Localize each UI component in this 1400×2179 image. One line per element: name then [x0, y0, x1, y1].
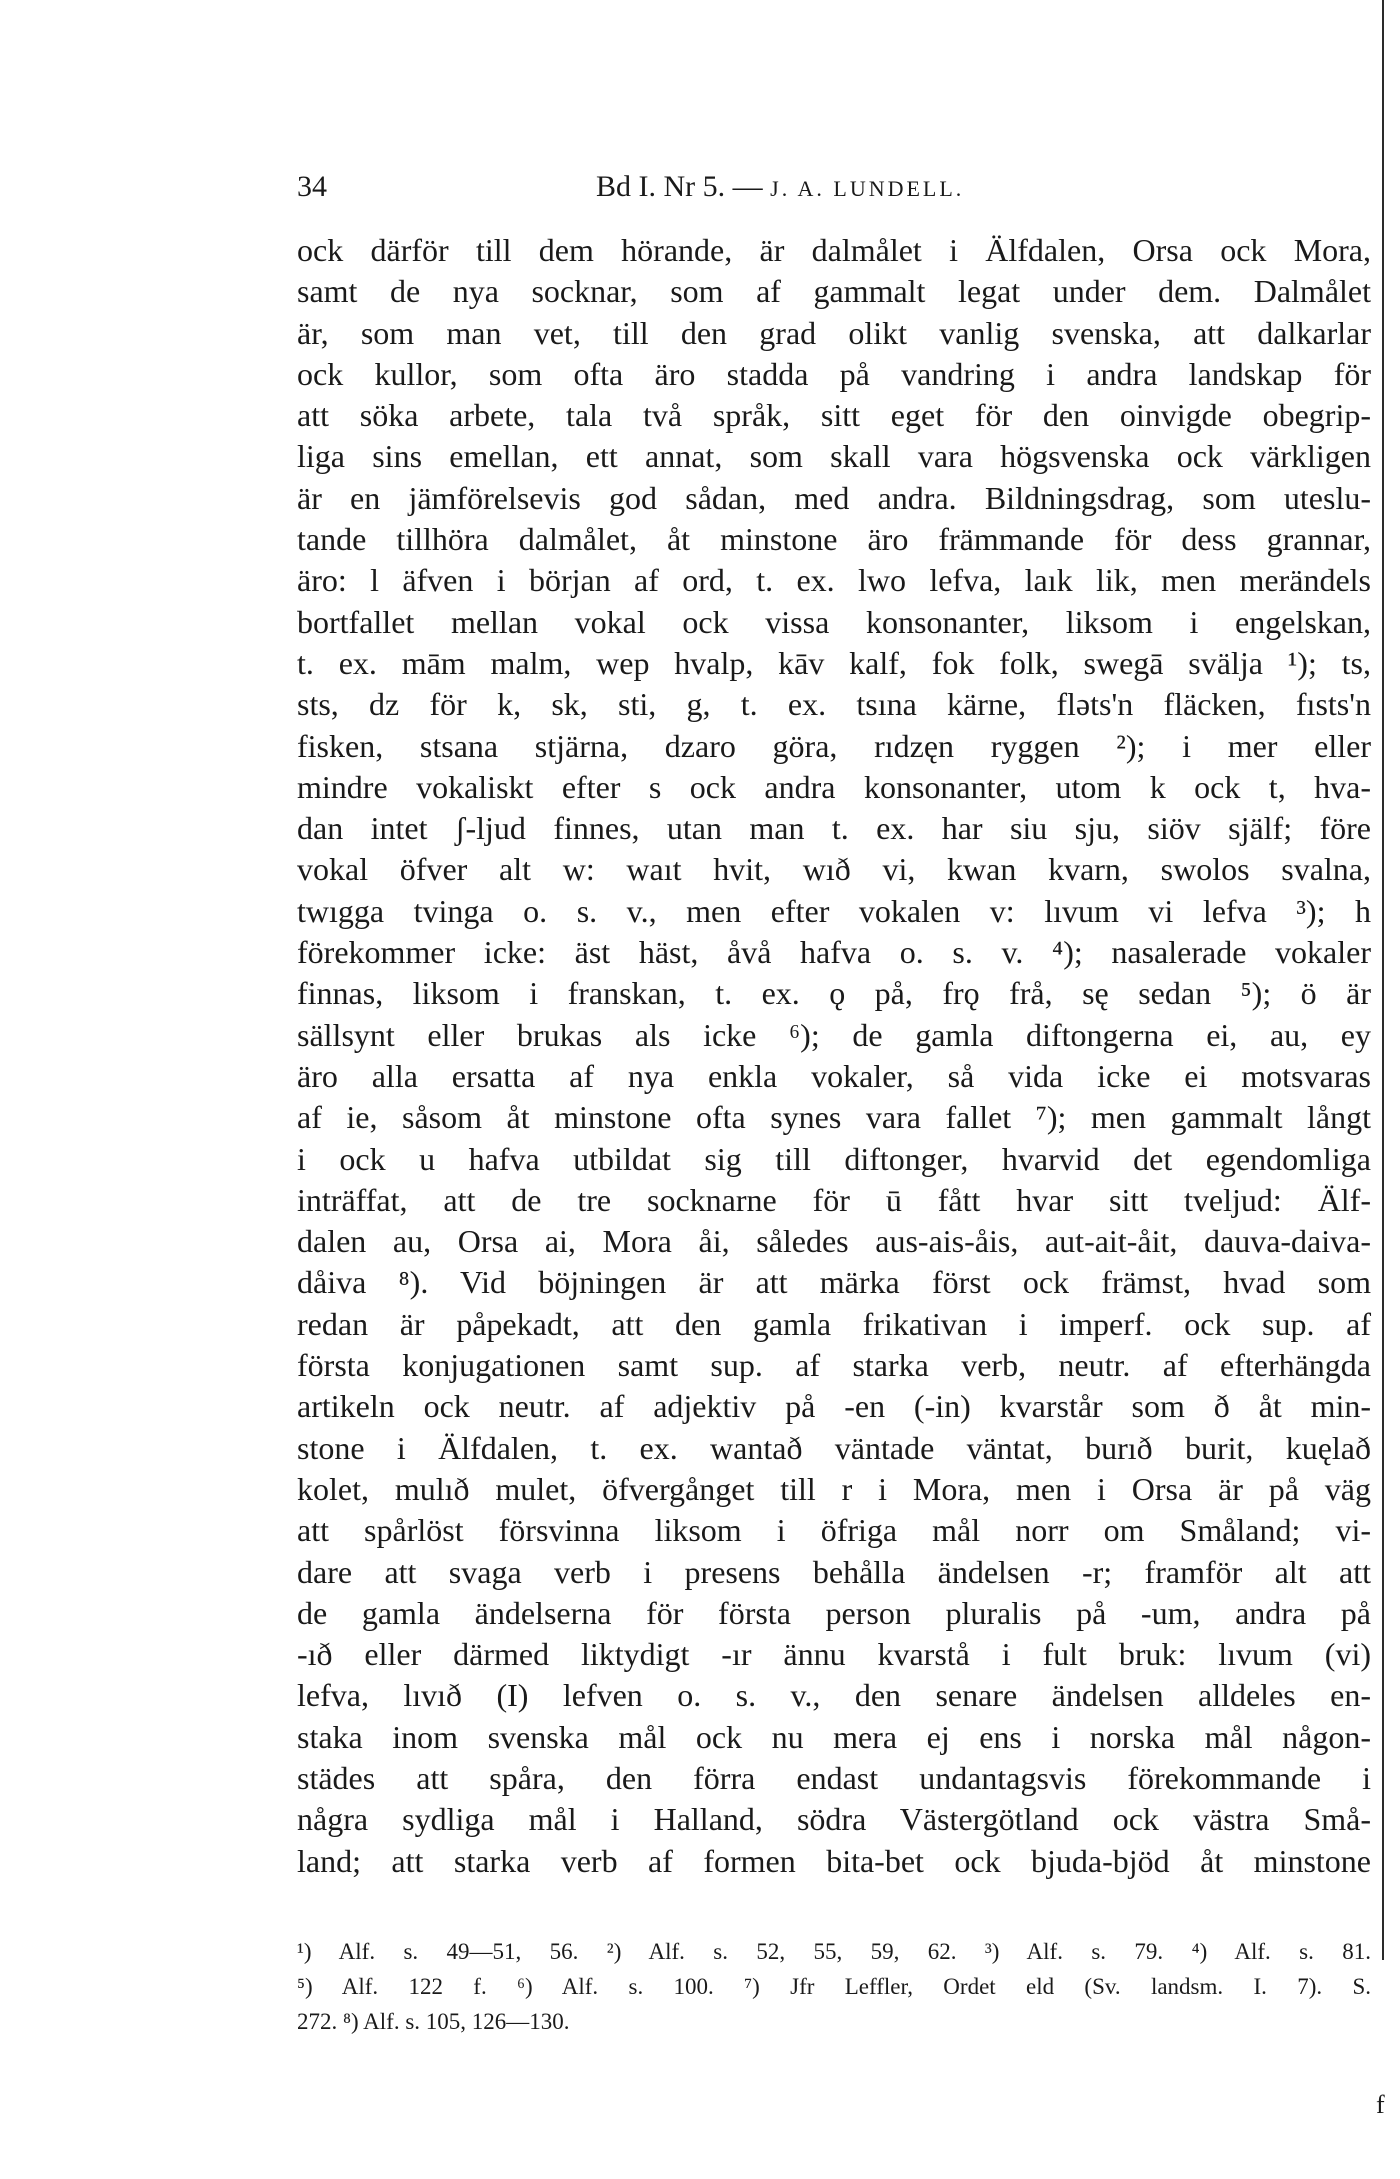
text-line: dåiva ⁸). Vid böjningen är att märka först ock främst, hvad som — [297, 1264, 1371, 1301]
text-line: sällsynt eller brukas als icke ⁶); de gamla diftongerna ei, au, ey — [297, 1016, 1371, 1053]
footnote-line: ⁵) Alf. 122 f. ⁶) Alf. s. 100. ⁷) Jfr Leffler, Ordet eld (Sv. landsm. I. 7). S. — [297, 1974, 1371, 1999]
text-line: tande tillhöra dalmålet, åt minstone äro främmande för dess grannar, — [297, 521, 1371, 558]
text-line: kolet, mulıð mulet, öfvergånget till r i Mora, men i Orsa är på väg — [297, 1470, 1371, 1507]
page-edge-rule — [1382, 0, 1384, 1960]
text-line: finnas, liksom i franskan, t. ex. ǫ på, frǫ frå, sę sedan ⁵); ö är — [297, 975, 1371, 1012]
volume-issue: Bd I. Nr 5. — — [596, 170, 763, 203]
text-line: mindre vokaliskt efter s ock andra konsonanter, utom k ock t, hva- — [297, 768, 1371, 805]
text-line: land; att starka verb af formen bita-bet ock bjuda-bjöd åt minstone — [297, 1842, 1371, 1879]
text-line: dan intet ʃ-ljud finnes, utan man t. ex. har siu sju, siöv själf; före — [297, 810, 1371, 847]
text-line: är, som man vet, till den grad olikt vanlig svenska, att dalkarlar — [297, 314, 1371, 351]
text-line: första konjugationen samt sup. af starka verb, neutr. af efterhängda — [297, 1347, 1371, 1384]
text-line: att spårlöst försvinna liksom i öfriga mål norr om Småland; vi- — [297, 1512, 1371, 1549]
text-line: -ıð eller därmed liktydigt -ır ännu kvarstå i fult bruk: lıvum (vi) — [297, 1636, 1371, 1673]
text-line: förekommer icke: äst häst, åvå hafva o. s. v. ⁴); nasalerade vokaler — [297, 934, 1371, 971]
text-line: twıgga tvinga o. s. v., men efter vokalen v: lıvum vi lefva ³); h — [297, 892, 1371, 929]
text-line: äro: l äfven i början af ord, t. ex. lwo lefva, laık lik, men merändels — [297, 562, 1371, 599]
text-line: i ock u hafva utbildat sig till diftonger, hvarvid det egendomliga — [297, 1140, 1371, 1177]
text-line: liga sins emellan, ett annat, som skall vara högsvenska ock värkligen — [297, 438, 1371, 475]
stray-mark: f — [1376, 2090, 1385, 2119]
text-line: städes att spåra, den förra endast undantagsvis förekommande i — [297, 1759, 1371, 1796]
text-line: af ie, såsom åt minstone ofta synes vara fallet ⁷); men gammalt långt — [297, 1099, 1371, 1136]
page-number: 34 — [297, 170, 327, 203]
text-line: dare att svaga verb i presens behålla ändelsen -r; framför alt att — [297, 1553, 1371, 1590]
text-line: dalen au, Orsa ai, Mora åi, således aus-ais-åis, aut-ait-åit, dauva-daiva- — [297, 1223, 1371, 1260]
text-line: fisken, stsana stjärna, dzaro göra, rıdzęn ryggen ²); i mer eller — [297, 727, 1371, 764]
text-line: några sydliga mål i Halland, södra Västergötland ock västra Små- — [297, 1801, 1371, 1838]
text-line: ock kullor, som ofta äro stadda på vandring i andra landskap för — [297, 355, 1371, 392]
running-head — [596, 162, 964, 214]
running-header — [297, 162, 1377, 212]
text-line: de gamla ändelserna för första person pluralis på -um, andra på — [297, 1594, 1371, 1631]
text-line: vokal öfver alt w: waıt hvit, wıð vi, kwan kvarn, swolos svalna, — [297, 851, 1371, 888]
text-line: lefva, lıvıð (I) lefven o. s. v., den senare ändelsen alldeles en- — [297, 1677, 1371, 1714]
text-line: bortfallet mellan vokal ock vissa konsonanter, liksom i engelskan, — [297, 603, 1371, 640]
text-line: är en jämförelsevis god sådan, med andra. Bildningsdrag, som uteslu- — [297, 479, 1371, 516]
text-line: äro alla ersatta af nya enkla vokaler, så vida icke ei motsvaras — [297, 1057, 1371, 1094]
footnote-line: ¹) Alf. s. 49—51, 56. ²) Alf. s. 52, 55, 59, 62. ³) Alf. s. 79. ⁴) Alf. s. 81. — [297, 1939, 1371, 1964]
text-line: att söka arbete, tala två språk, sitt eget för den oinvigde obegrip- — [297, 397, 1371, 434]
text-line: inträffat, att de tre socknarne för ū fått hvar sitt tveljud: Älf- — [297, 1181, 1371, 1218]
footnotes — [297, 1934, 1371, 2039]
author-name: J. A. LUNDELL. — [770, 176, 965, 201]
text-line: sts, dz för k, sk, sti, g, t. ex. tsına kärne, fləts'n fläcken, fısts'n — [297, 686, 1371, 723]
text-line: artikeln ock neutr. af adjektiv på -en (-in) kvarstår som ð åt min- — [297, 1388, 1371, 1425]
text-line: redan är påpekadt, att den gamla frikativan i imperf. ock sup. af — [297, 1305, 1371, 1342]
text-line: stone i Älfdalen, t. ex. wantað väntade väntat, burıð burit, kuęlað — [297, 1429, 1371, 1466]
text-line: samt de nya socknar, som af gammalt legat under dem. Dalmålet — [297, 273, 1371, 310]
text-line: ock därför till dem hörande, är dalmålet i Älfdalen, Orsa ock Mora, — [297, 232, 1371, 268]
body-text — [297, 230, 1371, 1882]
text-line: staka inom svenska mål ock nu mera ej ens i norska mål någon- — [297, 1718, 1371, 1755]
footnote-line: 272. ⁸) Alf. s. 105, 126—130. — [297, 2009, 570, 2034]
text-line: t. ex. mām malm, wep hvalp, kāv kalf, fok folk, swegā svälja ¹); ts, — [297, 644, 1371, 681]
